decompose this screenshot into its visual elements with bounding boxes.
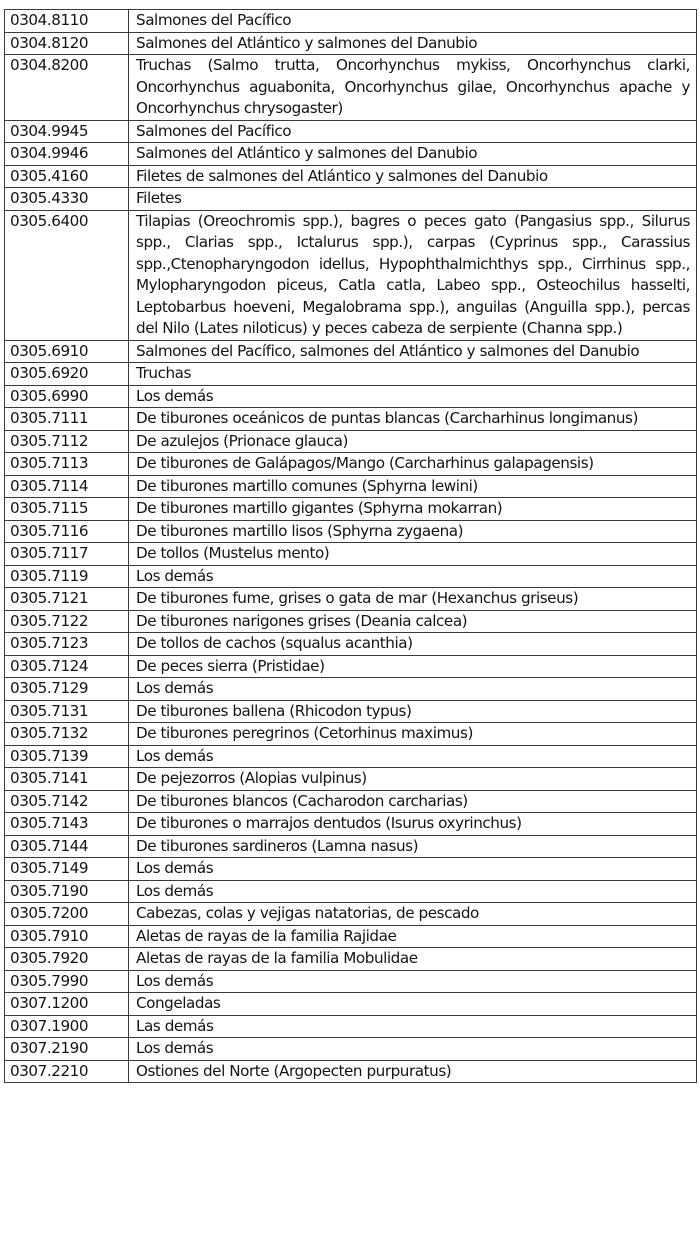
description-cell: De pejezorros (Alopias vulpinus) <box>129 768 697 791</box>
tariff-code-cell: 0305.7144 <box>5 835 129 858</box>
tariff-code-cell: 0305.7123 <box>5 633 129 656</box>
description-cell: Aletas de rayas de la familia Mobulidae <box>129 948 697 971</box>
table-row <box>5 633 697 656</box>
table-row <box>5 363 697 386</box>
description-cell: Truchas <box>129 363 697 386</box>
table-row <box>5 993 697 1016</box>
table-row <box>5 610 697 633</box>
table-row <box>5 1015 697 1038</box>
tariff-code-cell: 0304.8110 <box>5 10 129 33</box>
tariff-code-cell: 0305.7200 <box>5 903 129 926</box>
tariff-code-cell: 0305.7122 <box>5 610 129 633</box>
description-cell: De tiburones o marrajos dentudos (Isurus oxyrinchus) <box>129 813 697 836</box>
description-cell: De tiburones oceánicos de puntas blancas (Carcharhinus longimanus) <box>129 408 697 431</box>
tariff-code-cell: 0305.7149 <box>5 858 129 881</box>
table-row <box>5 10 697 33</box>
description-cell: Salmones del Atlántico y salmones del Danubio <box>129 143 697 166</box>
tariff-code-cell: 0304.8120 <box>5 32 129 55</box>
tariff-code-cell: 0305.7141 <box>5 768 129 791</box>
description-cell: De tiburones martillo lisos (Sphyrna zygaena) <box>129 520 697 543</box>
table-row <box>5 498 697 521</box>
tariff-code-cell: 0305.7124 <box>5 655 129 678</box>
description-cell: De tiburones blancos (Cacharodon carcharias) <box>129 790 697 813</box>
description-cell: Los demás <box>129 678 697 701</box>
table-row <box>5 340 697 363</box>
tariff-code-cell: 0305.7116 <box>5 520 129 543</box>
table-row <box>5 655 697 678</box>
tariff-code-cell: 0305.7132 <box>5 723 129 746</box>
table-row <box>5 903 697 926</box>
table-row <box>5 430 697 453</box>
tariff-code-cell: 0305.7112 <box>5 430 129 453</box>
description-cell: Los demás <box>129 745 697 768</box>
table-row <box>5 768 697 791</box>
table-row <box>5 565 697 588</box>
tariff-code-cell: 0305.7142 <box>5 790 129 813</box>
table-row <box>5 790 697 813</box>
table-row <box>5 210 697 340</box>
table-row <box>5 543 697 566</box>
description-cell: Salmones del Atlántico y salmones del Danubio <box>129 32 697 55</box>
table-row <box>5 970 697 993</box>
description-cell: Los demás <box>129 565 697 588</box>
table-row <box>5 700 697 723</box>
tariff-code-table <box>4 9 697 1083</box>
tariff-code-cell: 0305.7121 <box>5 588 129 611</box>
tariff-code-cell: 0305.7143 <box>5 813 129 836</box>
description-cell: Salmones del Pacífico <box>129 120 697 143</box>
description-cell: Los demás <box>129 970 697 993</box>
tariff-code-cell: 0305.7119 <box>5 565 129 588</box>
description-cell: De tiburones martillo gigantes (Sphyrna mokarran) <box>129 498 697 521</box>
description-cell: De tollos (Mustelus mento) <box>129 543 697 566</box>
tariff-code-cell: 0305.7990 <box>5 970 129 993</box>
description-cell: Truchas (Salmo trutta, Oncorhynchus mykiss, Oncorhynchus clarki, Oncorhynchus aguabonita, Oncorhynchus gilae, Oncorhynchus apache y Oncorhynchus chrysogaster) <box>129 55 697 121</box>
tariff-code-cell: 0305.6400 <box>5 210 129 340</box>
description-cell: Las demás <box>129 1015 697 1038</box>
description-cell: De tiburones ballena (Rhicodon typus) <box>129 700 697 723</box>
description-cell: De azulejos (Prionace glauca) <box>129 430 697 453</box>
table-row <box>5 813 697 836</box>
tariff-code-cell: 0304.8200 <box>5 55 129 121</box>
tariff-code-cell: 0305.7139 <box>5 745 129 768</box>
tariff-code-cell: 0304.9945 <box>5 120 129 143</box>
description-cell: De tiburones de Galápagos/Mango (Carcharhinus galapagensis) <box>129 453 697 476</box>
tariff-code-cell: 0307.1200 <box>5 993 129 1016</box>
tariff-code-cell: 0307.1900 <box>5 1015 129 1038</box>
table-row <box>5 165 697 188</box>
table-row <box>5 858 697 881</box>
table-row <box>5 948 697 971</box>
table-body <box>5 10 697 1083</box>
description-cell: De tiburones narigones grises (Deania calcea) <box>129 610 697 633</box>
table-row <box>5 588 697 611</box>
table-row <box>5 1038 697 1061</box>
tariff-code-cell: 0305.6990 <box>5 385 129 408</box>
description-cell: De tiburones fume, grises o gata de mar (Hexanchus griseus) <box>129 588 697 611</box>
tariff-code-cell: 0305.7117 <box>5 543 129 566</box>
tariff-code-cell: 0305.6910 <box>5 340 129 363</box>
description-cell: Los demás <box>129 385 697 408</box>
table-row <box>5 475 697 498</box>
table-row <box>5 453 697 476</box>
tariff-code-cell: 0305.6920 <box>5 363 129 386</box>
tariff-code-cell: 0307.2210 <box>5 1060 129 1083</box>
description-cell: De peces sierra (Pristidae) <box>129 655 697 678</box>
tariff-code-cell: 0305.7131 <box>5 700 129 723</box>
description-cell: De tiburones peregrinos (Cetorhinus maximus) <box>129 723 697 746</box>
table-row <box>5 408 697 431</box>
table-row <box>5 880 697 903</box>
description-cell: Filetes de salmones del Atlántico y salmones del Danubio <box>129 165 697 188</box>
description-cell: Los demás <box>129 880 697 903</box>
tariff-code-cell: 0307.2190 <box>5 1038 129 1061</box>
table-row <box>5 678 697 701</box>
description-cell: De tollos de cachos (squalus acanthia) <box>129 633 697 656</box>
description-cell: Aletas de rayas de la familia Rajidae <box>129 925 697 948</box>
table-row <box>5 835 697 858</box>
description-cell: Los demás <box>129 1038 697 1061</box>
table-row <box>5 925 697 948</box>
tariff-code-cell: 0305.7111 <box>5 408 129 431</box>
tariff-code-cell: 0305.7115 <box>5 498 129 521</box>
description-cell: Congeladas <box>129 993 697 1016</box>
description-cell: Filetes <box>129 188 697 211</box>
tariff-code-cell: 0305.4160 <box>5 165 129 188</box>
table-row <box>5 1060 697 1083</box>
description-cell: De tiburones sardineros (Lamna nasus) <box>129 835 697 858</box>
table-row <box>5 723 697 746</box>
tariff-code-cell: 0305.7114 <box>5 475 129 498</box>
table-row <box>5 520 697 543</box>
table-row <box>5 745 697 768</box>
description-cell: De tiburones martillo comunes (Sphyrna lewini) <box>129 475 697 498</box>
description-cell: Los demás <box>129 858 697 881</box>
tariff-code-cell: 0304.9946 <box>5 143 129 166</box>
tariff-code-cell: 0305.4330 <box>5 188 129 211</box>
tariff-code-cell: 0305.7920 <box>5 948 129 971</box>
tariff-code-cell: 0305.7190 <box>5 880 129 903</box>
description-cell: Salmones del Pacífico <box>129 10 697 33</box>
table-row <box>5 385 697 408</box>
tariff-code-cell: 0305.7129 <box>5 678 129 701</box>
table-row <box>5 32 697 55</box>
table-row <box>5 120 697 143</box>
description-cell: Salmones del Pacífico, salmones del Atlántico y salmones del Danubio <box>129 340 697 363</box>
document-page <box>4 9 697 1083</box>
description-cell: Tilapias (Oreochromis spp.), bagres o peces gato (Pangasius spp., Silurus spp., Clarias spp., Ictalurus spp.), carpas (Cyprinus spp., Carassius spp.,Ctenopharyngodon idellus, Hypophthalmichthys spp., Cirrhinus spp., Mylopharyngodon piceus, Catla catla, Labeo spp., Osteochilus hasselti, Leptobarbus hoeveni, Megalobrama spp.), anguilas (Anguilla spp.), percas del Nilo (Lates niloticus) y peces cabeza de serpiente (Channa spp.) <box>129 210 697 340</box>
description-cell: Ostiones del Norte (Argopecten purpuratus) <box>129 1060 697 1083</box>
tariff-code-cell: 0305.7113 <box>5 453 129 476</box>
table-row <box>5 143 697 166</box>
description-cell: Cabezas, colas y vejigas natatorias, de pescado <box>129 903 697 926</box>
table-row <box>5 55 697 121</box>
table-row <box>5 188 697 211</box>
tariff-code-cell: 0305.7910 <box>5 925 129 948</box>
